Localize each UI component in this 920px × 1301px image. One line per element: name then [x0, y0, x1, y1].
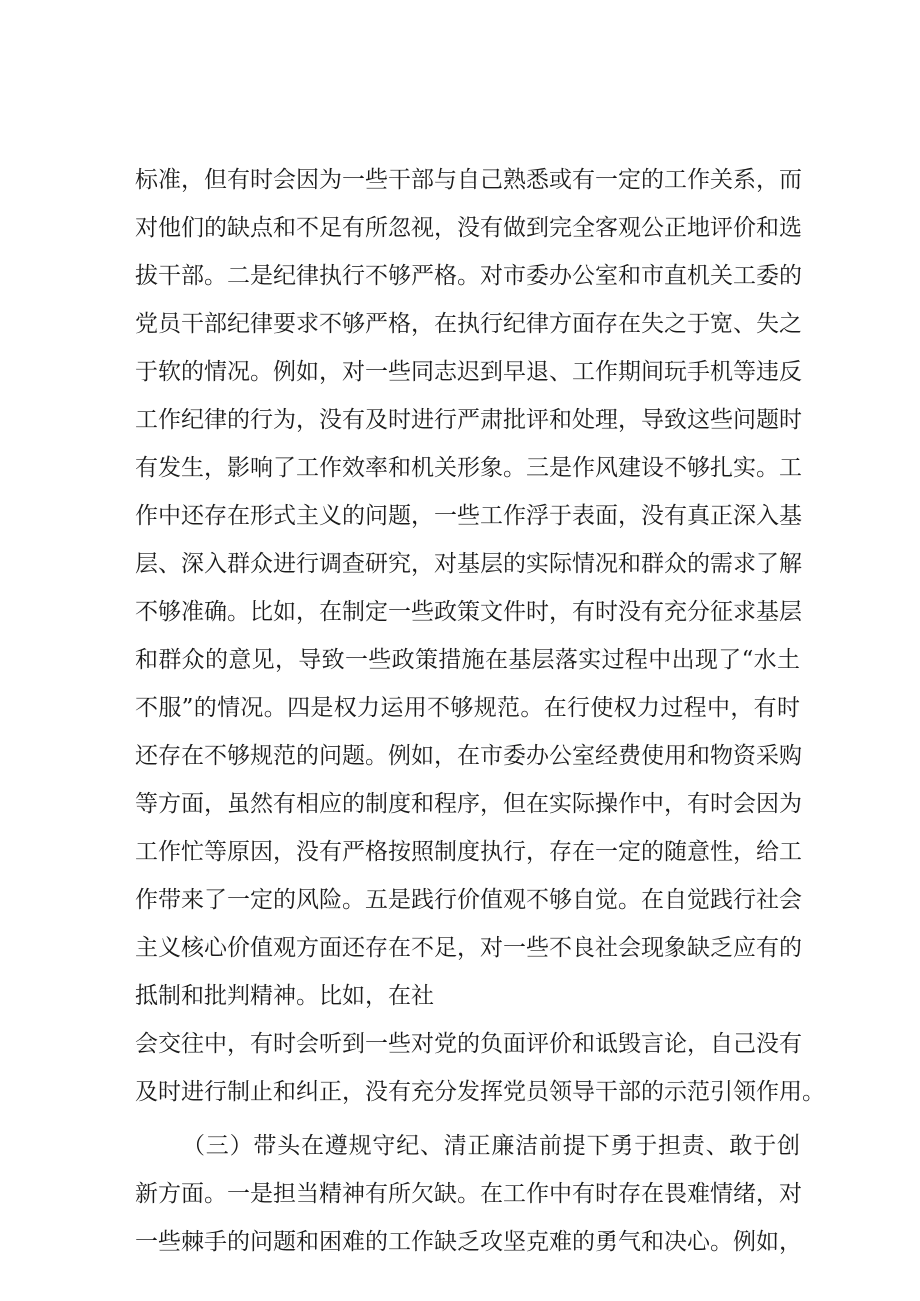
text-line: 于软的情况。例如，对一些同志迟到早退、工作期间玩手机等违反 — [135, 359, 802, 385]
text-line: 作带来了一定的风险。五是践行价值观不够自觉。在自觉践行社会 — [135, 887, 802, 913]
text-line: 和群众的意见，导致一些政策措施在基层落实过程中出现了“水土 — [135, 647, 800, 673]
text-line: 有发生，影响了工作效率和机关形象。三是作风建设不够扎实。工 — [135, 455, 802, 481]
text-line: 党员干部纪律要求不够严格，在执行纪律方面存在失之于宽、失之 — [135, 311, 802, 337]
text-line: 抵制和批判精神。比如，在社 — [135, 983, 434, 1009]
text-line: 等方面，虽然有相应的制度和程序，但在实际操作中，有时会因为 — [135, 791, 802, 817]
text-line: 不服”的情况。四是权力运用不够规范。在行使权力过程中，有时 — [135, 695, 800, 721]
text-line: 标准，但有时会因为一些干部与自己熟悉或有一定的工作关系，而 — [135, 167, 802, 193]
text-line: 层、深入群众进行调查研究，对基层的实际情况和群众的需求了解 — [135, 551, 802, 577]
text-line: 对他们的缺点和不足有所忽视，没有做到完全客观公正地评价和选 — [135, 215, 802, 241]
text-line: 会交往中，有时会听到一些对党的负面评价和诋毁言论，自己没有 — [135, 1031, 802, 1057]
text-line: 及时进行制止和纠正，没有充分发挥党员领导干部的示范引领作用。 — [135, 1079, 825, 1105]
text-line: 还存在不够规范的问题。例如，在市委办公室经费使用和物资采购 — [135, 743, 802, 769]
text-line: 作中还存在形式主义的问题，一些工作浮于表面，没有真正深入基 — [135, 503, 802, 529]
text-line: 工作纪律的行为，没有及时进行严肃批评和处理，导致这些问题时 — [135, 407, 802, 433]
text-line: 工作忙等原因，没有严格按照制度执行，存在一定的随意性，给工 — [135, 839, 802, 865]
text-line: 不够准确。比如，在制定一些政策文件时，有时没有充分征求基层 — [135, 599, 802, 625]
paragraph-heading-line: （三）带头在遵规守纪、清正廉洁前提下勇于担责、敢于创 — [182, 1133, 800, 1159]
text-line: 新方面。一是担当精神有所欠缺。在工作中有时存在畏难情绪，对 — [135, 1181, 802, 1207]
text-line: 拔干部。二是纪律执行不够严格。对市委办公室和市直机关工委的 — [135, 263, 802, 289]
text-line: 主义核心价值观方面还存在不足，对一些不良社会现象缺乏应有的 — [135, 935, 802, 961]
text-line: 一些棘手的问题和困难的工作缺乏攻坚克难的勇气和决心。例如， — [135, 1229, 802, 1255]
